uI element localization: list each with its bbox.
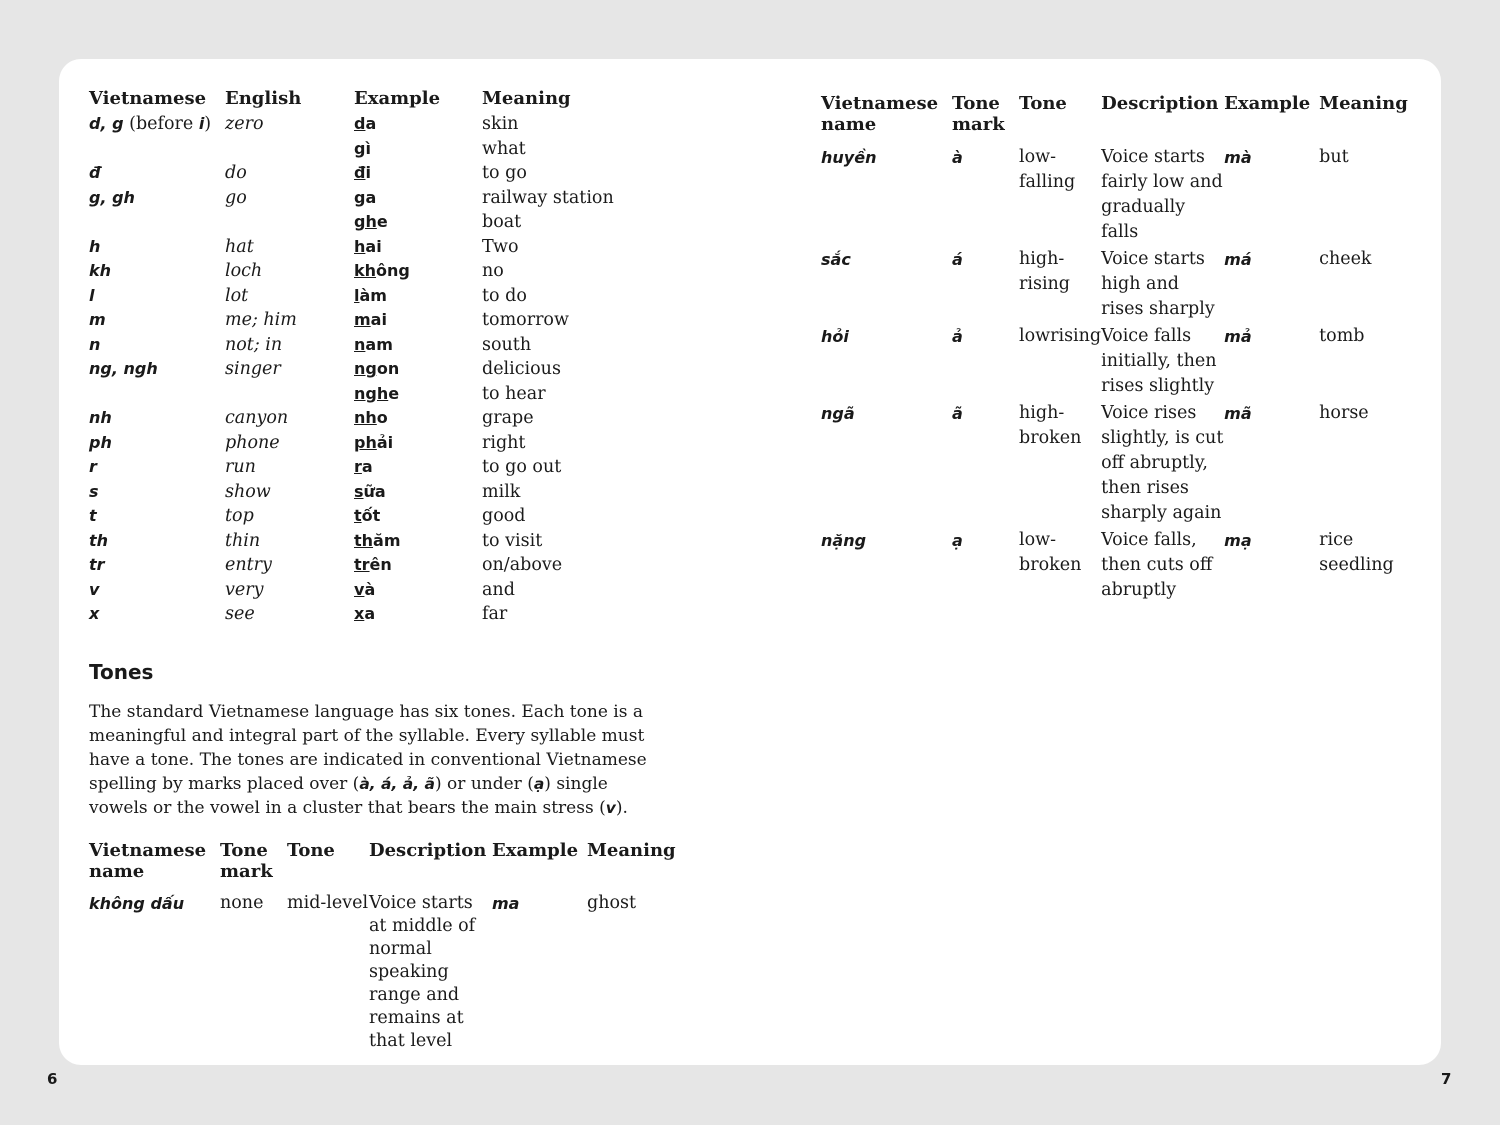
- para-text-4: ).: [615, 798, 628, 818]
- consonant-row: [89, 284, 682, 309]
- consonant-letter: [89, 480, 225, 505]
- consonant-letter: [89, 431, 225, 456]
- example-rest: ăm: [373, 530, 401, 550]
- header-description: Description: [1101, 93, 1219, 114]
- consonant-meaning: good: [482, 506, 526, 526]
- consonant-example: [354, 308, 482, 333]
- consonant-english: lot: [225, 285, 249, 306]
- example-underlined: h: [354, 236, 366, 256]
- letter-end: ): [204, 114, 212, 134]
- consonant-example: [354, 406, 482, 431]
- tone-example: mà: [1224, 148, 1252, 167]
- page-number-left: 6: [47, 1070, 58, 1088]
- tone-type: high-rising: [1019, 249, 1071, 294]
- consonant-letter: [89, 186, 225, 211]
- header-meaning: Meaning: [482, 88, 571, 109]
- consonant-letter: [89, 578, 225, 603]
- tone-type: low-falling: [1019, 147, 1076, 192]
- header-tone-mark: Tone mark: [220, 840, 273, 882]
- consonant-english: hat: [225, 236, 254, 257]
- consonant-row: [89, 553, 682, 578]
- page-number-right: 7: [1441, 1070, 1452, 1088]
- consonant-english: go: [225, 187, 247, 208]
- letter-text: r: [89, 457, 97, 476]
- example-rest: ông: [376, 261, 410, 280]
- consonant-example: [354, 504, 482, 529]
- tone-row: [821, 145, 1414, 247]
- example-underlined: r: [354, 457, 362, 476]
- example-rest: ên: [369, 555, 392, 574]
- tone-row: [821, 247, 1414, 324]
- consonant-row: [89, 235, 682, 260]
- header-example: Example: [492, 840, 579, 861]
- consonant-english: singer: [225, 359, 281, 379]
- tone-name: hỏi: [821, 327, 849, 346]
- header-vietnamese: Vietnamese: [89, 88, 207, 109]
- consonant-meaning: to visit: [482, 530, 543, 551]
- example-underlined: ngh: [354, 383, 389, 403]
- example-underlined: g: [354, 187, 366, 207]
- consonant-example: [354, 480, 482, 505]
- consonant-row: [89, 382, 682, 407]
- letter-text: d, g: [89, 114, 124, 133]
- letter-text: ph: [89, 432, 112, 452]
- tone-mark: ả: [952, 327, 963, 346]
- consonant-example: [354, 259, 482, 284]
- consonant-english: show: [225, 481, 271, 502]
- example-underlined: ph: [354, 432, 377, 452]
- consonant-letter: [89, 529, 225, 554]
- tone-example: mã: [1224, 404, 1252, 423]
- example-rest: ải: [376, 432, 394, 452]
- example-rest: o: [376, 408, 388, 427]
- consonant-meaning: delicious: [482, 359, 561, 379]
- header-vn-name: Vietnamese name: [89, 840, 207, 882]
- letter-text: n: [89, 334, 101, 354]
- header-vn-name: Vietnamese name: [821, 93, 939, 135]
- tone-meaning: ghost: [587, 893, 637, 913]
- example-rest: e: [376, 212, 388, 231]
- tone-description: Voice rises slightly, is cut off abruptly, then rises sharply again: [1101, 403, 1224, 523]
- example-underlined: gh: [354, 212, 377, 231]
- tone-mark: none: [220, 893, 264, 913]
- example-underlined: g: [354, 138, 366, 158]
- consonant-meaning: skin: [482, 114, 519, 134]
- letter-text: g, gh: [89, 187, 135, 207]
- example-underlined: t: [354, 506, 362, 525]
- consonant-letter: [89, 602, 225, 627]
- consonant-english: thin: [225, 530, 261, 551]
- consonant-letter: [89, 112, 225, 137]
- consonant-row: [89, 406, 682, 431]
- example-rest: ai: [365, 236, 382, 256]
- letter-text: v: [89, 579, 100, 599]
- tone-name: sắc: [821, 250, 851, 269]
- tone-left-header-row: [89, 840, 677, 892]
- example-underlined: n: [354, 334, 366, 354]
- consonant-row: [89, 308, 682, 333]
- example-underlined: đ: [354, 163, 366, 182]
- letter-text: tr: [89, 555, 105, 574]
- consonant-example: [354, 186, 482, 211]
- example-underlined: m: [354, 310, 371, 329]
- tone-description: Voice falls initially, then rises slightly: [1101, 326, 1217, 396]
- tone-mark: ã: [952, 404, 963, 423]
- consonant-letter: [89, 284, 225, 309]
- example-rest: ai: [370, 310, 387, 329]
- consonant-example: [354, 235, 482, 260]
- para-mark-under: ạ: [533, 775, 545, 793]
- tone-description: Voice falls, then cuts off abruptly: [1101, 530, 1213, 600]
- header-tone: Tone: [1019, 93, 1067, 114]
- letter-text: kh: [89, 261, 112, 280]
- consonant-row: [89, 504, 682, 529]
- consonant-meaning: and: [482, 579, 515, 600]
- consonant-letter: [89, 333, 225, 358]
- example-rest: àm: [359, 285, 387, 305]
- consonant-english: loch: [225, 261, 263, 281]
- consonant-english: top: [225, 506, 254, 526]
- example-rest: e: [388, 383, 400, 403]
- tone-name: ngã: [821, 404, 855, 423]
- tone-mark: ạ: [952, 531, 963, 550]
- header-example: Example: [354, 88, 441, 109]
- consonant-letter: [89, 357, 225, 382]
- example-rest: a: [361, 457, 373, 476]
- para-stress: v: [605, 799, 616, 817]
- consonant-example: [354, 284, 482, 309]
- tone-mark: à: [952, 148, 963, 167]
- example-underlined: d: [354, 114, 366, 133]
- consonant-example: [354, 333, 482, 358]
- consonant-example: [354, 357, 482, 382]
- consonant-meaning: to go: [482, 163, 527, 183]
- letter-text: l: [89, 285, 95, 305]
- tone-mark: á: [952, 250, 963, 269]
- consonant-letter: [89, 406, 225, 431]
- para-marks-over: à, á, ả, ã: [359, 775, 436, 793]
- consonant-meaning: grape: [482, 408, 534, 428]
- consonant-letter: [89, 455, 225, 480]
- tone-example: ma: [492, 894, 520, 913]
- example-underlined: nh: [354, 408, 377, 427]
- tones-heading: Tones: [89, 660, 154, 684]
- example-rest: ì: [365, 138, 371, 158]
- consonant-row: [89, 480, 682, 505]
- header-tone: Tone: [287, 840, 335, 861]
- para-text-3: ) single vowels or the vowel in a cluster that bears the main stress (: [89, 774, 608, 818]
- tone-row: [821, 324, 1414, 401]
- consonant-english: [225, 382, 354, 407]
- tone-description: Voice starts high and rises sharply: [1101, 249, 1215, 319]
- consonant-english: entry: [225, 555, 272, 575]
- tone-row: [821, 401, 1414, 528]
- consonant-english: canyon: [225, 408, 289, 428]
- tone-row: [89, 892, 677, 1053]
- consonant-meaning: to go out: [482, 457, 562, 477]
- consonant-example: [354, 455, 482, 480]
- tone-description: Voice starts at middle of normal speaking range and remains at that level: [369, 893, 476, 1051]
- consonant-letter: [89, 210, 225, 235]
- consonant-meaning: far: [482, 604, 508, 624]
- tone-table-left: [89, 840, 677, 1053]
- consonant-header-row: [89, 88, 682, 112]
- header-meaning: Meaning: [587, 840, 676, 861]
- example-rest: am: [365, 334, 393, 354]
- consonant-english: not; in: [225, 334, 283, 355]
- tone-meaning: rice seedling: [1319, 530, 1394, 575]
- letter-i: i: [198, 114, 205, 133]
- example-rest: a: [365, 114, 377, 133]
- consonant-example: [354, 137, 482, 162]
- example-rest: a: [365, 187, 377, 207]
- consonant-letter: [89, 382, 225, 407]
- consonant-english: do: [225, 163, 247, 183]
- tone-meaning: horse: [1319, 403, 1369, 423]
- letter-text: đ: [89, 163, 101, 182]
- letter-text: ng, ngh: [89, 359, 158, 378]
- consonant-row: [89, 112, 682, 137]
- consonant-english: run: [225, 457, 256, 477]
- example-rest: ốt: [361, 506, 381, 525]
- tone-example: mả: [1224, 327, 1252, 346]
- tone-name: huyền: [821, 148, 877, 167]
- example-rest: à: [364, 579, 376, 599]
- consonant-letter: [89, 235, 225, 260]
- letter-text: nh: [89, 408, 112, 427]
- consonant-meaning: Two: [482, 236, 519, 257]
- consonant-meaning: to do: [482, 285, 527, 306]
- letter-text: t: [89, 506, 97, 525]
- consonant-example: [354, 382, 482, 407]
- letter-text: x: [89, 604, 100, 623]
- tone-type: mid-level: [287, 893, 369, 913]
- consonant-example: [354, 431, 482, 456]
- example-rest: i: [365, 163, 371, 182]
- tone-type: lowrising: [1019, 326, 1102, 346]
- tone-name: nặng: [821, 531, 867, 550]
- consonant-english: me; him: [225, 310, 297, 330]
- consonant-letter: [89, 259, 225, 284]
- consonant-meaning: south: [482, 334, 532, 355]
- header-description: Description: [369, 840, 487, 861]
- consonant-row: [89, 210, 682, 235]
- consonant-example: [354, 161, 482, 186]
- consonant-meaning: right: [482, 432, 526, 453]
- consonant-row: [89, 529, 682, 554]
- consonant-example: [354, 578, 482, 603]
- example-underlined: v: [354, 579, 365, 599]
- para-text-1: The standard Vietnamese language has six tones. Each tone is a meaningful and integral part of the syllable. Every syllable must have a tone. The tones are indicated in conventional Vietnamese spelling by marks placed over (: [89, 702, 647, 794]
- tone-example: mạ: [1224, 531, 1252, 550]
- tone-table-right: [821, 93, 1414, 605]
- para-text-2: ) or under (: [435, 774, 534, 794]
- consonant-meaning: to hear: [482, 383, 546, 404]
- tone-name: không dấu: [89, 894, 185, 913]
- example-underlined: th: [354, 530, 374, 550]
- tone-right-header-row: [821, 93, 1414, 145]
- header-english: English: [225, 88, 302, 109]
- header-tone-mark: Tone mark: [952, 93, 1005, 135]
- consonant-row: [89, 137, 682, 162]
- consonant-example: [354, 112, 482, 137]
- tone-meaning: cheek: [1319, 249, 1372, 269]
- consonant-example: [354, 602, 482, 627]
- letter-text: m: [89, 310, 106, 329]
- consonant-row: [89, 333, 682, 358]
- consonant-english: [225, 137, 354, 162]
- consonant-row: [89, 161, 682, 186]
- tones-paragraph: [89, 700, 669, 820]
- consonant-meaning: boat: [482, 212, 522, 232]
- consonant-row: [89, 259, 682, 284]
- example-underlined: tr: [354, 555, 370, 574]
- tone-description: Voice starts fairly low and gradually falls: [1101, 147, 1223, 242]
- example-underlined: ng: [354, 359, 377, 378]
- consonant-english: phone: [225, 432, 280, 453]
- consonant-row: [89, 357, 682, 382]
- consonant-meaning: milk: [482, 481, 521, 502]
- letter-text: s: [89, 481, 99, 501]
- consonant-english: very: [225, 579, 264, 600]
- consonant-english: see: [225, 604, 255, 624]
- letter-text: h: [89, 236, 101, 256]
- tone-example: má: [1224, 250, 1252, 269]
- consonant-english: zero: [225, 114, 264, 134]
- tone-type: low-broken: [1019, 530, 1082, 575]
- header-example: Example: [1224, 93, 1311, 114]
- consonant-row: [89, 186, 682, 211]
- consonant-row: [89, 455, 682, 480]
- header-meaning: Meaning: [1319, 93, 1408, 114]
- consonant-english: [225, 210, 354, 235]
- consonant-example: [354, 529, 482, 554]
- tone-meaning: tomb: [1319, 326, 1365, 346]
- consonant-table: [89, 88, 682, 627]
- consonant-letter: [89, 504, 225, 529]
- tone-meaning: but: [1319, 147, 1349, 167]
- example-underlined: s: [354, 481, 364, 501]
- consonant-meaning: tomorrow: [482, 310, 569, 330]
- consonant-row: [89, 602, 682, 627]
- example-rest: on: [376, 359, 400, 378]
- consonant-meaning: what: [482, 138, 526, 159]
- consonant-example: [354, 210, 482, 235]
- consonant-letter: [89, 308, 225, 333]
- consonant-letter: [89, 161, 225, 186]
- consonant-letter: [89, 137, 225, 162]
- consonant-meaning: on/above: [482, 555, 563, 575]
- tone-row: [821, 528, 1414, 605]
- example-underlined: kh: [354, 261, 377, 280]
- letter-text: th: [89, 530, 109, 550]
- letter-suffix: (before: [123, 114, 199, 134]
- example-underlined: x: [354, 604, 365, 623]
- consonant-row: [89, 431, 682, 456]
- consonant-letter: [89, 553, 225, 578]
- example-rest: a: [364, 604, 376, 623]
- example-rest: ữa: [363, 481, 386, 501]
- consonant-example: [354, 553, 482, 578]
- example-underlined: l: [354, 285, 360, 305]
- consonant-meaning: no: [482, 261, 504, 281]
- tone-type: high-broken: [1019, 403, 1082, 448]
- consonant-meaning: railway station: [482, 187, 614, 208]
- consonant-row: [89, 578, 682, 603]
